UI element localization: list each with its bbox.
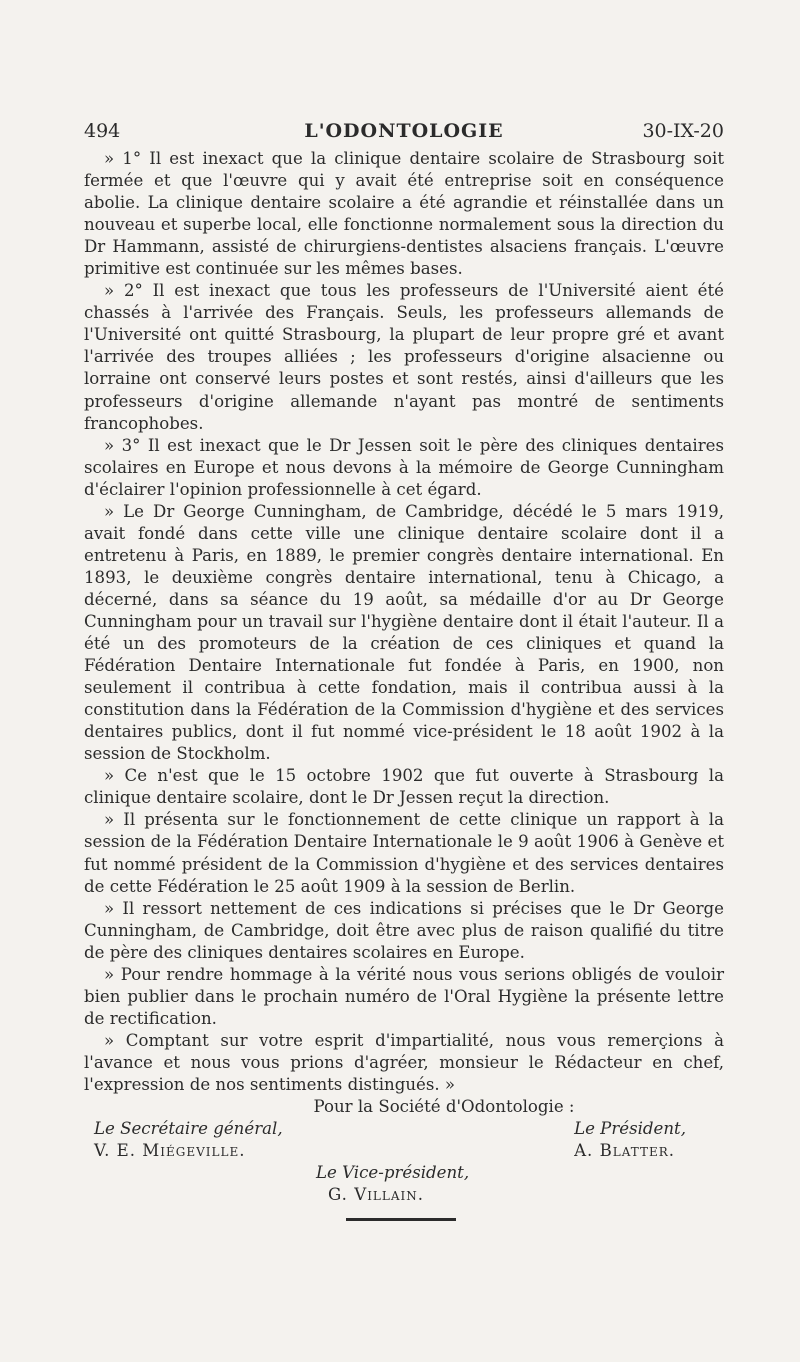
secretary-name: V. E. Miégeville. <box>94 1141 246 1161</box>
vice-president-signature <box>316 1162 724 1206</box>
page-number: 494 <box>84 120 121 142</box>
president-signature <box>574 1118 686 1162</box>
paragraph-8: » Pour rendre hommage à la vérité nous vous serions obligés de vouloir bien publier dans le prochain numéro de l'Oral Hygiène la présente lettre de rectification. <box>84 964 724 1028</box>
president-name: A. Blatter. <box>574 1141 676 1161</box>
secretary-signature <box>94 1118 283 1162</box>
vice-president-title: Le Vice-président, <box>316 1163 470 1183</box>
journal-title: L'ODONTOLOGIE <box>304 120 504 142</box>
paragraph-7: » Il ressort nettement de ces indications si précises que le Dr George Cunningham, de Cambridge, doit être avec plus de raison qualifié du titre de père des cliniques dentaires scolaires en Europe. <box>84 898 724 962</box>
issue-date: 30-IX-20 <box>642 120 724 142</box>
paragraph-4: » Le Dr George Cunningham, de Cambridge, décédé le 5 mars 1919, avait fondé dans cette ville une clinique dentaire scolaire dont il a entretenu à Paris, en 1889, le premier congrès dentaire international. En 1893, le deuxième congrès dentaire international, tenu à Chicago, a décerné, dans sa séance du 19 août, sa médaille d'or au Dr George Cunningham pour un travail sur l'hygiène dentaire dont il était l'auteur. Il a été un des promoteurs de la création de ces cliniques et quand la Fédération Dentaire Internationale fut fondée à Paris, en 1900, non seulement il contribua à cette fondation, mais il contribua aussi à la constitution dans la Fédération de la Commission d'hygiène et des services dentaires publics, dont il fut nommé vice-président le 18 août 1902 à la session de Stockholm. <box>84 501 724 764</box>
closing-line: Pour la Société d'Odontologie : <box>313 1097 575 1117</box>
signature-row <box>84 1118 724 1162</box>
end-rule <box>346 1218 456 1221</box>
vice-president-name: G. Villain. <box>328 1185 425 1205</box>
paragraph-6: » Il présenta sur le fonctionnement de cette clinique un rapport à la session de la Fédération Dentaire Internationale le 9 août 1906 à Genève et fut nommé président de la Commission d'hygiène et des services dentaires de cette Fédération le 25 août 1909 à la session de Berlin. <box>84 810 724 896</box>
running-header <box>84 120 724 144</box>
paragraph-1: » 1° Il est inexact que la clinique dentaire scolaire de Strasbourg soit fermée et que l'œuvre qui y avait été entreprise soit en conséquence abolie. La clinique dentaire scolaire a été agrandie et réinstallée dans un nouveau et superbe local, elle fonctionne normalement sous la direction du Dr Hammann, assisté de chirurgiens-dentistes alsaciens français. L'œuvre primitive est continuée sur les mêmes bases. <box>84 149 724 279</box>
paragraph-3: » 3° Il est inexact que le Dr Jessen soit le père des cliniques dentaires scolaires en Europe et nous devons à la mémoire de George Cunningham d'éclairer l'opinion professionnelle à cet égard. <box>84 435 724 499</box>
letter-body <box>84 148 724 1206</box>
secretary-title: Le Secrétaire général, <box>94 1119 283 1139</box>
paragraph-5: » Ce n'est que le 15 octobre 1902 que fut ouverte à Strasbourg la clinique dentaire scolaire, dont le Dr Jessen reçut la direction. <box>84 766 724 808</box>
paragraph-9: » Comptant sur votre esprit d'impartialité, nous vous remerçions à l'avance et nous vous prions d'agréer, monsieur le Rédacteur en chef, l'expression de nos sentiments distingués. » <box>84 1030 724 1094</box>
president-title: Le Président, <box>574 1119 686 1139</box>
paragraph-2: » 2° Il est inexact que tous les professeurs de l'Université aient été chassés à l'arrivée des Français. Seuls, les professeurs allemands de l'Université ont quitté Strasbourg, la plupart de leur propre gré et avant l'arrivée des troupes alliées ; les professeurs d'origine alsacienne ou lorraine ont conservé leurs postes et sont restés, ainsi d'ailleurs que les professeurs d'origine allemande n'ayant pas montré de sentiments francophobes. <box>84 281 724 433</box>
